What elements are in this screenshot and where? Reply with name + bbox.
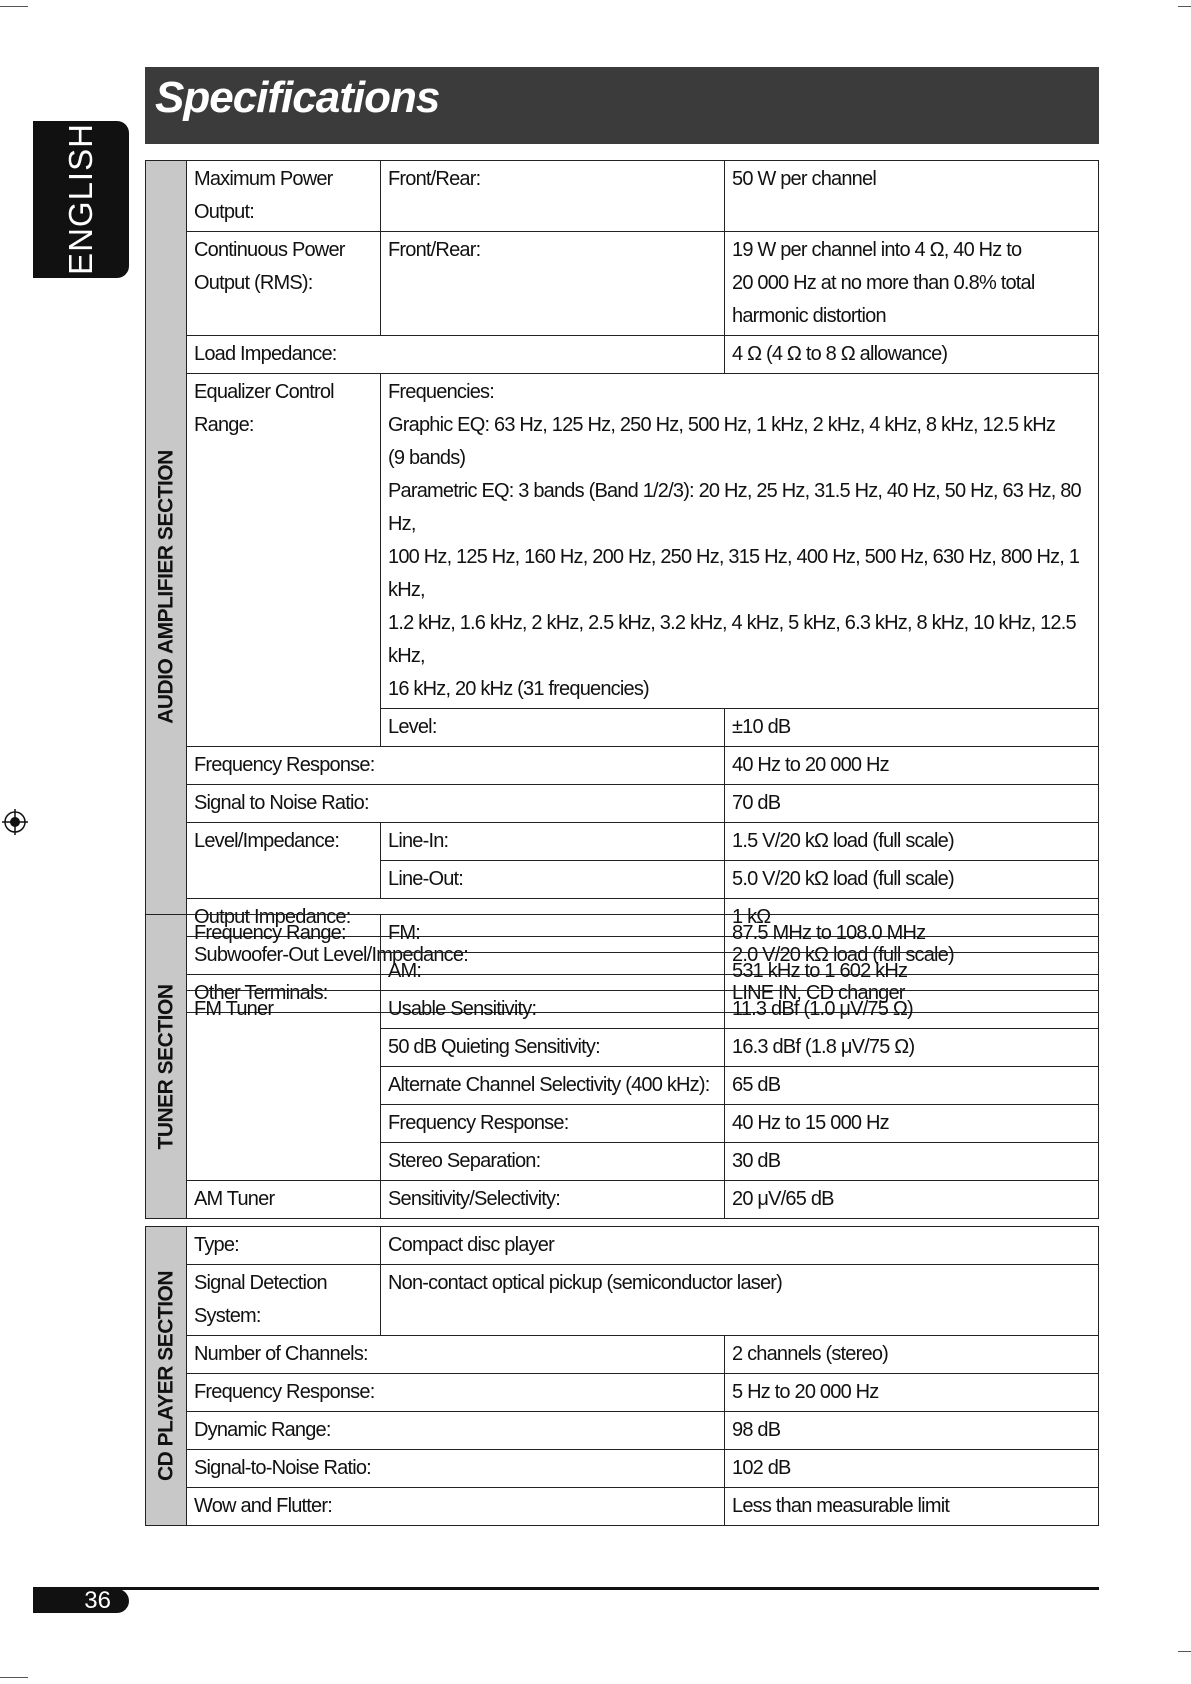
table-row xyxy=(146,1336,1099,1374)
page-number: 36 xyxy=(84,1587,111,1614)
spec-label: Signal to Noise Ratio: xyxy=(187,785,725,823)
table-row xyxy=(146,991,1099,1029)
spec-label xyxy=(187,1265,381,1336)
table-row xyxy=(146,1412,1099,1450)
spec-value: 87.5 MHz to 108.0 MHz xyxy=(725,915,1099,953)
audio-amplifier-table xyxy=(145,160,1099,1013)
table-row xyxy=(146,336,1099,374)
spec-value: 98 dB xyxy=(725,1412,1099,1450)
table-row xyxy=(146,747,1099,785)
spec-value: 531 kHz to 1 602 kHz xyxy=(725,953,1099,991)
spec-value: 1.5 V/20 kΩ load (full scale) xyxy=(725,823,1099,861)
spec-value-line: Parametric EQ: 3 bands (Band 1/2/3): 20 Hz, 25 Hz, 31.5 Hz, 40 Hz, 50 Hz, 63 Hz, 80 Hz, xyxy=(388,480,1081,535)
spec-value: 40 Hz to 15 000 Hz xyxy=(725,1105,1099,1143)
spec-label: AM Tuner xyxy=(187,1181,381,1219)
spec-label-line: System: xyxy=(194,1305,261,1327)
spec-sub-label: Line-Out: xyxy=(381,861,725,899)
registration-mark-icon xyxy=(2,809,28,835)
spec-sub-label: Usable Sensitivity: xyxy=(381,991,725,1029)
spec-value-line: Graphic EQ: 63 Hz, 125 Hz, 250 Hz, 500 Hz, 1 kHz, 2 kHz, 4 kHz, 8 kHz, 12.5 kHz xyxy=(388,414,1056,436)
cd-player-table xyxy=(145,1226,1099,1526)
spec-value-line: 19 W per channel into 4 Ω, 40 Hz to xyxy=(732,239,1022,261)
spec-label xyxy=(187,374,381,747)
spec-label: FM Tuner xyxy=(187,991,381,1181)
spec-value-line: Frequencies: xyxy=(388,381,495,403)
spec-sub-label: FM: xyxy=(381,915,725,953)
table-row xyxy=(146,374,1099,709)
header-bar xyxy=(145,67,1099,144)
crop-mark xyxy=(0,6,28,7)
spec-value: 11.3 dBf (1.0 μV/75 Ω) xyxy=(725,991,1099,1029)
spec-value: 20 μV/65 dB xyxy=(725,1181,1099,1219)
page-title: Specifications xyxy=(155,73,440,122)
spec-label: Signal-to-Noise Ratio: xyxy=(187,1450,725,1488)
table-row xyxy=(146,232,1099,336)
spec-label-line: Output (RMS): xyxy=(194,272,313,294)
table-row xyxy=(146,1488,1099,1526)
spec-value: 102 dB xyxy=(725,1450,1099,1488)
table-row xyxy=(146,915,1099,953)
section-label-cell xyxy=(146,915,187,1219)
spec-label: Level/Impedance: xyxy=(187,823,381,899)
page-number-badge xyxy=(33,1589,129,1613)
table-row xyxy=(146,1450,1099,1488)
crop-mark xyxy=(0,1677,28,1678)
spec-value: 2.0 V/20 kΩ load (full scale) xyxy=(725,937,1099,975)
spec-value: 30 dB xyxy=(725,1143,1099,1181)
table-row xyxy=(146,823,1099,861)
spec-sub-label: AM: xyxy=(381,953,725,991)
spec-value: ±10 dB xyxy=(725,709,1099,747)
spec-value: 65 dB xyxy=(725,1067,1099,1105)
spec-value-line: 20 000 Hz at no more than 0.8% total xyxy=(732,272,1035,294)
table-row xyxy=(146,785,1099,823)
spec-value: 50 W per channel xyxy=(725,161,1099,232)
spec-sub-label: Stereo Separation: xyxy=(381,1143,725,1181)
spec-value xyxy=(725,232,1099,336)
spec-value-line: 1.2 kHz, 1.6 kHz, 2 kHz, 2.5 kHz, 3.2 kHz, 4 kHz, 5 kHz, 6.3 kHz, 8 kHz, 10 kHz, 12.5 kHz, xyxy=(388,612,1076,667)
cd-section-label: CD PLAYER SECTION xyxy=(154,1270,178,1482)
table-row xyxy=(146,1265,1099,1336)
spec-value-line: 100 Hz, 125 Hz, 160 Hz, 200 Hz, 250 Hz, 315 Hz, 400 Hz, 500 Hz, 630 Hz, 800 Hz, 1 kHz, xyxy=(388,546,1080,601)
spec-value: Compact disc player xyxy=(381,1227,1099,1265)
spec-value: Non-contact optical pickup (semiconductor laser) xyxy=(381,1265,1099,1336)
spec-label-line: Continuous Power xyxy=(194,239,345,261)
spec-value: 1 kΩ xyxy=(725,899,1099,937)
spec-value: LINE IN, CD changer xyxy=(725,975,1099,1013)
spec-value: Less than measurable limit xyxy=(725,1488,1099,1526)
spec-value: 4 Ω (4 Ω to 8 Ω allowance) xyxy=(725,336,1099,374)
spec-value: 40 Hz to 20 000 Hz xyxy=(725,747,1099,785)
table-row xyxy=(146,1181,1099,1219)
spec-sub-label: 50 dB Quieting Sensitivity: xyxy=(381,1029,725,1067)
spec-value-line: (9 bands) xyxy=(388,447,466,469)
crop-mark xyxy=(1178,6,1191,7)
spec-value xyxy=(381,374,1099,709)
spec-label: Output Impedance: xyxy=(187,899,725,937)
spec-sub-label: Sensitivity/Selectivity: xyxy=(381,1181,725,1219)
spec-label-line: Signal Detection xyxy=(194,1272,327,1294)
spec-value: 2 channels (stereo) xyxy=(725,1336,1099,1374)
spec-sub-label: Frequency Response: xyxy=(381,1105,725,1143)
spec-label: Maximum Power Output: xyxy=(187,161,381,232)
spec-value-line: 16 kHz, 20 kHz (31 frequencies) xyxy=(388,678,649,700)
table-row xyxy=(146,1227,1099,1265)
table-row xyxy=(146,161,1099,232)
crop-mark xyxy=(1178,1651,1191,1652)
tuner-table xyxy=(145,914,1099,1219)
section-label-cell xyxy=(146,1227,187,1526)
spec-label: Subwoofer-Out Level/Impedance: xyxy=(187,937,725,975)
spec-label: Other Terminals: xyxy=(187,975,725,1013)
spec-label: Load Impedance: xyxy=(187,336,725,374)
spec-label-line: Range: xyxy=(194,414,254,436)
language-tab-label: ENGLISH xyxy=(62,123,99,275)
table-row xyxy=(146,1374,1099,1412)
spec-sub-label: Alternate Channel Selectivity (400 kHz): xyxy=(381,1067,725,1105)
spec-sub-label: Line-In: xyxy=(381,823,725,861)
spec-label: Frequency Response: xyxy=(187,1374,725,1412)
spec-sub-label: Front/Rear: xyxy=(381,161,725,232)
spec-value: 16.3 dBf (1.8 μV/75 Ω) xyxy=(725,1029,1099,1067)
language-tab xyxy=(33,121,129,278)
section-label-cell xyxy=(146,161,187,1013)
tuner-section-label: TUNER SECTION xyxy=(154,983,178,1150)
spec-label: Dynamic Range: xyxy=(187,1412,725,1450)
footer-rule xyxy=(33,1587,1099,1590)
spec-label xyxy=(187,232,381,336)
spec-label: Type: xyxy=(187,1227,381,1265)
spec-value: 5.0 V/20 kΩ load (full scale) xyxy=(725,861,1099,899)
spec-sub-label: Level: xyxy=(381,709,725,747)
spec-sub-label: Front/Rear: xyxy=(381,232,725,336)
spec-value-line: harmonic distortion xyxy=(732,305,886,327)
audio-section-label: AUDIO AMPLIFIER SECTION xyxy=(154,449,178,724)
spec-value: 5 Hz to 20 000 Hz xyxy=(725,1374,1099,1412)
spec-label-line: Equalizer Control xyxy=(194,381,334,403)
spec-label: Frequency Range: xyxy=(187,915,381,991)
spec-label: Wow and Flutter: xyxy=(187,1488,725,1526)
spec-label: Number of Channels: xyxy=(187,1336,725,1374)
spec-label: Frequency Response: xyxy=(187,747,725,785)
spec-value: 70 dB xyxy=(725,785,1099,823)
